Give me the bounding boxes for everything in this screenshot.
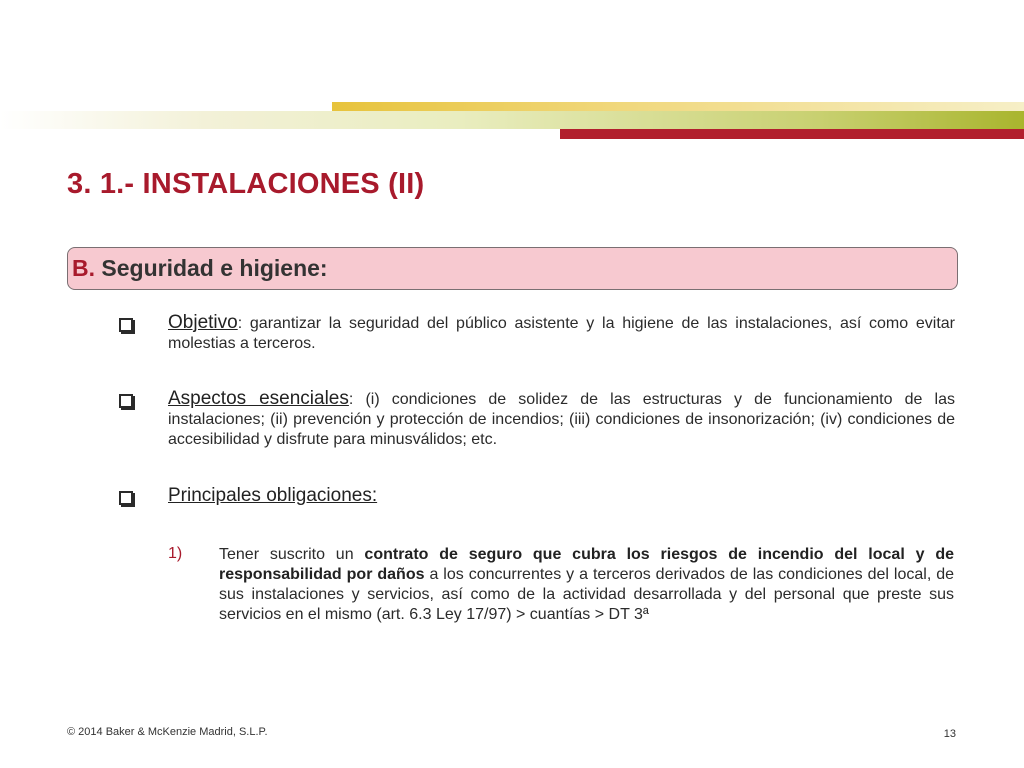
obligation-post: a los concurrentes y a terceros derivados de las condiciones del local, de sus instalaciones y servicios, así como de la actividad desarrollada y del personal que preste sus servicios en el mismo (art. 6.3 Ley 17/97) > cuantías > DT 3ª xyxy=(219,566,955,623)
obligation-pre: Tener suscrito un xyxy=(219,546,365,563)
bullet-term: Aspectos esenciales xyxy=(168,388,349,409)
bullet-term: Principales obligaciones: xyxy=(168,485,378,506)
bullet-body: garantizar la seguridad del público asistente y la higiene de las instalaciones, así como evitar molestias a terceros. xyxy=(168,315,956,352)
bullet-obligaciones xyxy=(119,486,955,507)
obligation-item xyxy=(168,545,954,625)
bullet-text xyxy=(168,389,955,450)
header-band-red xyxy=(560,129,1024,139)
bullet-separator: : xyxy=(237,315,250,332)
bullet-objetivo xyxy=(119,313,955,354)
section-label: Seguridad e higiene: xyxy=(95,255,328,281)
obligation-bold: contrato de seguro que cubra los riesgos de incendio del local y de responsabilidad por daños xyxy=(219,546,954,583)
slide-title: 3. 1.- INSTALACIONES (II) xyxy=(67,168,425,200)
bullet-text xyxy=(168,313,955,354)
section-heading-box xyxy=(67,247,958,290)
bullet-aspectos xyxy=(119,389,955,450)
header-band-gold xyxy=(332,102,1024,111)
footer-copyright: © 2014 Baker & McKenzie Madrid, S.L.P. xyxy=(67,726,268,738)
obligation-text xyxy=(219,545,954,625)
obligation-number: 1) xyxy=(168,545,183,562)
header-band-green xyxy=(0,111,1024,129)
bullet-term: Objetivo xyxy=(168,312,238,333)
checkbox-bullet-icon xyxy=(119,394,133,408)
bullet-text xyxy=(168,486,955,507)
bullet-body: (i) condiciones de solidez de las estructuras y de funcionamiento de las instalaciones; (ii) prevención y protección de incendios; (iii) condiciones de insonorización; (iv) condiciones de accesibilidad y disfrute para minusválidos; etc. xyxy=(168,391,955,448)
checkbox-bullet-icon xyxy=(119,318,133,332)
section-letter: B. xyxy=(72,255,95,281)
bullet-separator: : xyxy=(348,391,366,408)
checkbox-bullet-icon xyxy=(119,491,133,505)
page-number: 13 xyxy=(943,728,956,740)
